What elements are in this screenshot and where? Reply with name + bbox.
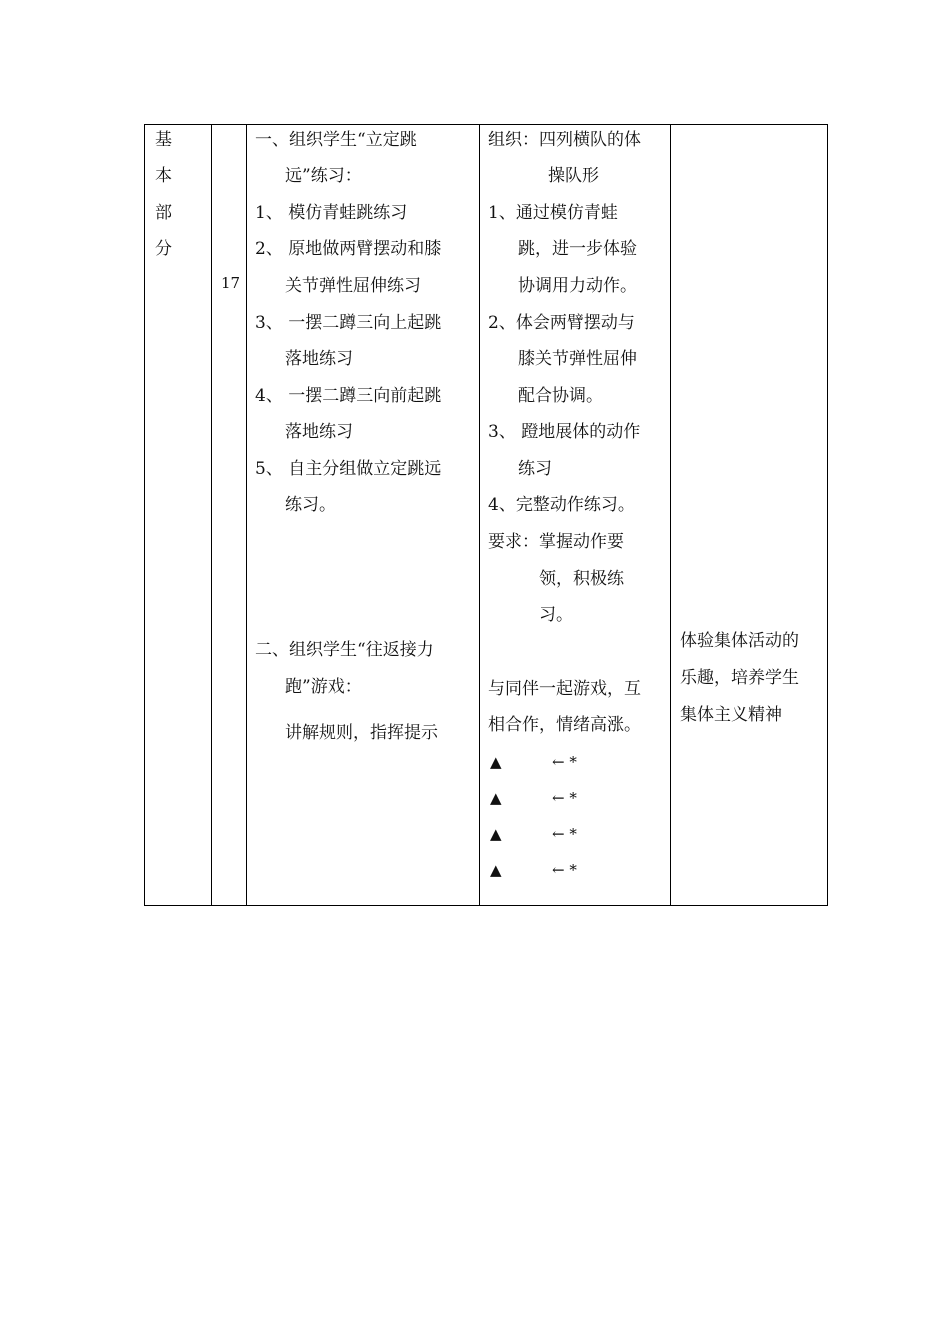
- arrow-marker: ← *: [552, 861, 577, 879]
- part2-note: 讲解规则，指挥提示: [285, 723, 438, 743]
- content-item: 2、 原地做两臂摆动和膝: [255, 239, 442, 259]
- column-divider: [211, 125, 212, 905]
- organization-item: 协调用力动作。: [518, 276, 637, 296]
- content-item: 1、 模仿青蛙跳练习: [255, 203, 408, 223]
- organization-item: 2、体会两臂摆动与: [488, 313, 635, 333]
- time-value: 17: [221, 274, 241, 292]
- content-item: 4、 一摆二蹲三向前起跳: [255, 386, 442, 406]
- organization-item: 跳，进一步体验: [518, 239, 637, 259]
- game-text: 相合作，情绪高涨。: [488, 715, 641, 735]
- formation-row: [490, 860, 577, 880]
- organization-heading: 操队形: [548, 166, 599, 186]
- content-item: 练习。: [285, 495, 336, 515]
- column-divider: [670, 125, 671, 905]
- content-item: 落地练习: [285, 422, 353, 442]
- arrow-marker: ← *: [552, 753, 577, 771]
- lesson-table: [144, 124, 828, 906]
- column-divider: [246, 125, 247, 905]
- content-item: 3、 一摆二蹲三向上起跳: [255, 313, 442, 333]
- organization-item: 1、通过模仿青蛙: [488, 203, 618, 223]
- organization-heading: 组织：四列横队的体: [488, 130, 641, 150]
- goal-text: 体验集体活动的: [680, 631, 799, 651]
- part2-title: 二、组织学生“往返接力: [255, 640, 434, 660]
- content-item: 关节弹性屈伸练习: [285, 276, 421, 296]
- section-label-char: 基: [155, 130, 172, 150]
- organization-item: 4、完整动作练习。: [488, 495, 635, 515]
- requirement-text: 领，积极练: [539, 569, 624, 589]
- content-item: 落地练习: [285, 349, 353, 369]
- organization-item: 配合协调。: [518, 386, 603, 406]
- arrow-marker: ← *: [552, 825, 577, 843]
- requirement-text: 要求：掌握动作要: [488, 532, 624, 552]
- goal-text: 集体主义精神: [680, 705, 782, 725]
- organization-item: 膝关节弹性屈伸: [518, 349, 637, 369]
- game-text: 与同伴一起游戏，互: [488, 679, 641, 699]
- triangle-marker-icon: ▲: [490, 861, 502, 879]
- part1-title: 远”练习：: [285, 166, 362, 186]
- triangle-marker-icon: ▲: [490, 753, 502, 771]
- organization-item: 练习: [518, 459, 552, 479]
- formation-row: [490, 788, 577, 808]
- triangle-marker-icon: ▲: [490, 825, 502, 843]
- goal-text: 乐趣，培养学生: [680, 668, 799, 688]
- content-item: 5、 自主分组做立定跳远: [255, 459, 442, 479]
- arrow-marker: ← *: [552, 789, 577, 807]
- requirement-text: 习。: [539, 605, 573, 625]
- triangle-marker-icon: ▲: [490, 789, 502, 807]
- formation-row: [490, 824, 577, 844]
- organization-item: 3、 蹬地展体的动作: [488, 422, 641, 442]
- section-label-char: 分: [155, 239, 172, 259]
- part2-title: 跑”游戏：: [285, 677, 362, 697]
- section-label-char: 部: [155, 203, 172, 223]
- column-divider: [479, 125, 480, 905]
- formation-row: [490, 752, 577, 772]
- section-label-char: 本: [155, 166, 172, 186]
- part1-title: 一、组织学生“立定跳: [255, 130, 417, 150]
